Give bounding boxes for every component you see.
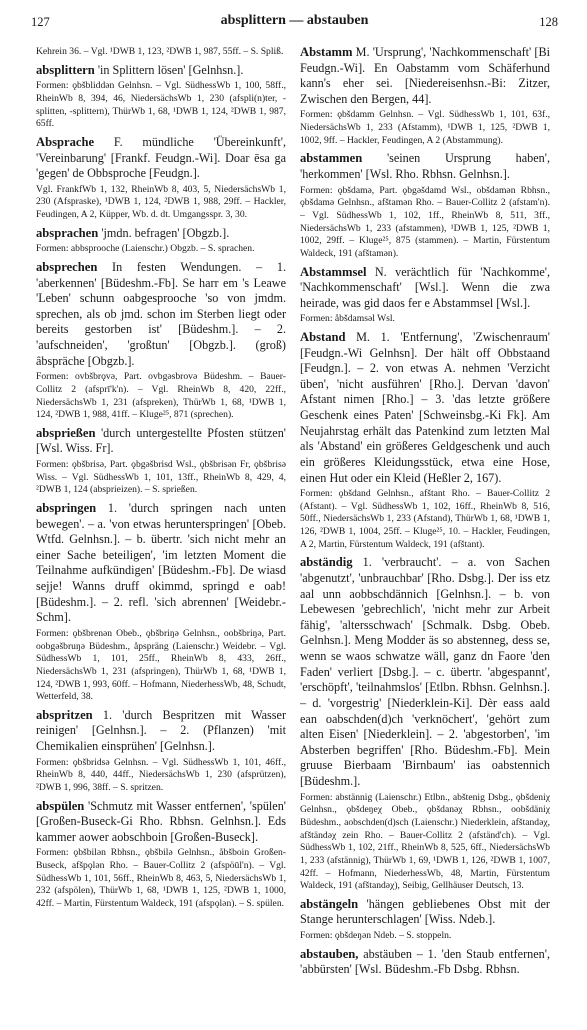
entry-definition [36,798,286,846]
entry-definition [36,62,286,79]
entry-sense-text: M. 1. 'Entfernung', 'Zwischenraum' [Feudgn.-Wi Gelnhsn]. Der hält off Obbstaand [Feudgn.]. – 2. von etwas A. nehmen 'Verzicht üben', 'nicht ausführen' [Rho.]. Dervan 'davon' Afstant nimen [Rho.] – 3. 'das letzte größere Geschenk eines Paten' [Schweinsbg.-Ki Fk]. Am Neujahrstag erhält das Patenkind zum letzten Mal als 'Abstand' ein größeres Geldgeschenk und auch ein größeres Kleidungsstück, etwa eine Hose, einen Hut oder ein Kleid (Heßler 2, 167). [300,330,550,485]
entry-headword: abständig [300,555,353,570]
entry-sense-text: 'jmdn. befragen' [Obgzb.]. [98,225,230,240]
entry-forms-references: Vgl. FrankfWb 1, 132, RheinWb 8, 403, 5, NiedersächsWb 1, 230 (Afspraske), ¹DWB 1, 124, ²DWB 1, 988, 29ff. – Hackler, Feudingen, A 2, Küpper, Wb. d. dt. Umgangsspr. 3, 30. [36,183,286,221]
entry-headword: abspringen [36,501,97,516]
left-column [36,44,286,1016]
entry-definition [36,500,286,626]
page-header [31,13,558,35]
entry-definition [300,329,550,486]
dictionary-entry [36,707,286,795]
dictionary-entry [36,225,286,256]
entry-definition [300,44,550,107]
dictionary-entry [300,896,550,943]
entry-sense-text: 1. 'durch springen nach unten bewegen'. – a. 'von etwas herunterspringen' [Obeb. Wtfd. Gelnhsn.]. – b. übertr. 'sich nicht mehr an einer Sache beteiligen', 'im letzten Moment die Teilnahme aufkündigen' [Büdeshm.-Fb]. De wiasd sejje! Wanns druff okimmd, springd e oab! [Büdeshm.]. – 2. refl. 'sich abrennen' [Weidebr.-Schm]. [36,501,286,625]
entry-forms-references: Formen: ǫbšbrenǝn Obeb., ǫbšbriŋǝ Gelnhsn., oobšbriŋǝ, Part. oobgǝšbruŋǝ Büdeshm., åpspräng (Laienschr.) Weidebr. – Vgl. SüdhessWb 1, 101, 25ff., RheinWb 8, 433, 26ff., NiedersächsWb 1, 231 (afspringen), ThürWb 1, 68, ¹DWB 1, 124, ²DWB 1, 993, 60ff. – Hofmann, NiederhessWb, 48, Schudt, Wetterfeld, 38. [36,627,286,703]
entry-definition [36,134,286,182]
right-column [300,44,550,1024]
entry-headword: abspritzen [36,707,93,722]
entry-forms-references: Formen: ǫbšdamm Gelnhsn. – Vgl. SüdhessWb 1, 101, 63f., NiedersächsWb 1, 233 (Afstamm), ¹DWB 1, 125, ²DWB 1, 1002, 9ff. – Hackler, Feudingen, A 2 (Abstammung). [300,109,550,146]
entry-definition [300,896,550,928]
entry-sense-text: N. verächtlich für 'Nachkomme', 'Nachkommenschaft' [Wsl.]. Wenn die zwa heirade, was gid daos fer e Abstammsel [Wsl.]. [300,264,550,310]
entry-headword: abstauben, [300,946,359,961]
dictionary-entry [300,329,550,551]
entry-sense-text: 'seinen Ursprung haben', 'herkommen' [Wsl. Rho. Rbhsn. Gelnhsn.]. [300,151,550,182]
entry-definition [300,554,550,789]
entry-forms-references: Formen: ǫbšdamǝ, Part. ǫbgǝšdamd Wsl., obšdamǝn Rbhsn., ǫbšdamǝ Gelnhsn., afštamǝn Rho. – Bauer-Collitz 2 (afstam'n). – Vgl. SüdhessWb 1, 102, 1ff., RheinWb 8, 511, 3ff., NiedersächsWb 1, 233 (afstammen), ¹DWB 1, 125, ²DWB 1, 1002, 29ff. – Kluge²⁵, 875 (stammen). – Martin, Fürstentum Waldeck, 191 (afštamǝn). [300,184,550,259]
entry-headword: Abstand [300,330,346,345]
entry-headword: absplittern [36,62,95,77]
entry-forms-references: Kehrein 36. – Vgl. ¹DWB 1, 123, ²DWB 1, 987, 55ff. – S. Spliß. [36,46,284,57]
dictionary-entry [300,946,550,978]
entry-sense-text: M. 'Ursprung', 'Nachkommenschaft' [Bi Feudgn.-Wi]. En Oabstamm vom Schäferhund kann's eher sei. [Niedereisenhsn.-Bi: Zitzer, Zwischen den Bergen, 44]. [300,45,550,106]
entry-definition [300,150,550,182]
entry-headword: Abstamm [300,45,353,59]
dictionary-entry [36,259,286,422]
dictionary-entry [300,264,550,326]
entry-definition [300,264,550,312]
dictionary-entry [36,500,286,704]
entry-forms-references: Formen: ǫbšbliddǝn Gelnhsn. – Vgl. SüdhessWb 1, 100, 58ff., RheinWb 8, 394, 46, NiedersächsWb 1, 230 (afspli(n)ter, -splitten, -splittern), ThürWb 1, 68, ¹DWB 1, 124, ²DWB 1, 987, 65ff. [36,80,286,130]
dictionary-entry [300,150,550,260]
dictionary-entry [300,44,550,147]
entry-sense-text: 'durch untergestellte Pfosten stützen' [Wsl. Wiss. Fr]. [36,425,286,456]
entry-forms-references: Formen: ǫbšbridsǝ Gelnhsn. – Vgl. SüdhessWb 1, 101, 46ff., RheinWb 8, 440, 44ff., NiedersächsWb 1, 230 (afsprützen), ²DWB 1, 996, 38ff. – S. spritzen. [36,756,286,793]
entry-sense-text: 1. 'verbraucht'. – a. von Sachen 'abgenutzt', 'unbrauchbar' [Rho. Dsbg.]. Der iss etz aal unn aobbschdännich [Gelnhsn.]. – b. von Lebewesen 'gebrechlich', 'nicht mehr zur Arbeit fähig', 'altersschwach' [Schmalk. Dsbg. Obeb. Gelnhsn.]. Meng Modder äs so abstenneg, dess se, wenn se waos schwatze wäll, ganz dn Faore 'den Faden' verliert [Dsbg.]. – c. übertr. 'abgespannt', 'erschöpft', 'teilnahmslos' [Etlbn. Rbhsn. Gelnhsn.]. – d. 'vorgestrig' [Niederklein-Ki]. Dèr eass aald ean oabschden(d)ch 'verknöchert', 'gehört zum alten Eisen' [Niederklein]. – 2. 'abgestorben', 'im Absterben begriffen' [Rho. Büdeshm.-Fb]. Mein gruuse Bierbaam 'Birnbaum' ias oabstennich [Büdeshm.]. [300,555,550,788]
entry-sense-text: 1. 'durch Bespritzen mit Wasser reinigen' [Gelnhsn.]. – 2. (Pflanzen) 'mit Chemikalien einsprühen' [Gelnhsn.]. [36,707,286,754]
page-number-left: 127 [31,15,50,29]
page-number-right: 128 [539,15,558,29]
entry-definition [300,946,550,978]
entry-sense-text: F. mündliche 'Übereinkunft', 'Vereinbarung' [Frankf. Feudgn.-Wi]. Doar ēsa ga 'gegen' de Obbsproche [Feudgn.]. [36,134,286,181]
entry-sense-text: In festen Wendungen. – 1. 'aberkennen' [Büdeshm.-Fb]. Se harr em 's Leawe 'Leben' schunn oabgesprooche 'so von jmdm. sprechen, als ob jmd. schon im Sterben liegt oder bereits gestorben ist' [Büdeshm.]. – 2. 'aufschneiden', 'großtun' [Obgzb.]. (groß) âbspräche [Obgzb.]. [36,259,286,368]
entry-headword: absprechen [36,259,98,274]
dictionary-entry [36,134,286,222]
entry-forms-references: Formen: ǫbšdand Gelnhsn., afštant Rho. – Bauer-Collitz 2 (Afstant). – Vgl. SüdhessWb 1, 102, 16ff., RheinWb 8, 516, 50ff., NiedersächsWb 1, 233 (Afstand), ThürWb 1, 68, ¹DWB 1, 126, ²DWB 1, 1004, 25ff. – Kluge²⁵, 10. – Hackler, Feudingen, A 2, Martin, Fürstentum Waldeck, 191 (afštant). [300,488,550,550]
entry-definition [36,225,286,242]
entry-sense-text: abstäuben – 1. 'den Staub entfernen', 'abbürsten' [Wsl. Büdeshm.-Fb Dsbg. Rbhsn. [300,946,550,977]
entry-headword: Abstammsel [300,264,367,279]
dictionary-entry [300,554,550,892]
running-head: absplittern — abstauben [220,13,369,28]
dictionary-entry [36,62,286,131]
entry-definition [36,707,286,755]
dictionary-entry [36,425,286,497]
entry-forms-references: Formen: åbšdamsǝl Wsl. [300,313,395,325]
entry-sense-text: 'Schmutz mit Wasser entfernen', 'spülen' [Großen-Buseck-Gi Rho. Rbhsn. Gelnhsn.]. Eds kammer aower aobschboin [Großen-Buseck]. [36,798,286,844]
dictionary-entry [36,46,286,59]
entry-sense-text: 'in Splittern lösen' [Gelnhsn.]. [94,62,244,77]
entry-definition [36,259,286,369]
entry-headword: abspülen [36,798,85,813]
entry-headword: abstängeln [300,896,359,911]
entry-forms-references: Formen: ǫbšdeŋǝn Ndeb. – S. stoppeln. [300,930,452,942]
entry-forms-references: Formen: abbsprooche (Laienschr.) Obgzb. – S. sprachen. [36,243,255,255]
entry-headword: abstammen [300,151,363,166]
entry-headword: Absprache [36,134,95,149]
entry-headword: absprießen [36,425,96,440]
entry-sense-text: 'hängen gebliebenes Obst mit der Stange herunterschlagen' [Wiss. Ndeb.]. [300,896,550,927]
entry-headword: absprachen [36,225,99,240]
entry-definition [36,425,286,457]
entry-forms-references: Formen: abstännig (Laienschr.) Etlbn., abštenig Dsbg., ǫbšdeniχ Gelnhsn., ǫbšdeŋeχ Obeb., ǫbšdanǝχ Rbhsn., oobšdäniχ Büdeshm., aobschden(d)sch (Laienschr.) Niederklein, afštandǝχ, afštändǝχ zein Rho. – Bauer-Collitz 2 (afständ'ch). – Vgl. SüdhessWb 1, 102, 21ff., RheinWb 8, 525, 6ff., NiedersächsWb 1, 233 (afstännig), ThürWb 1, 69, ¹DWB 1, 126, ²DWB 1, 1007, 42ff. – Hofmann, NiederhessWb, 48, Martin, Fürstentum Waldeck, 191 (afštandǝχ), Seibig, Gellhäuser Deutsch, 13. [300,791,550,892]
entry-forms-references: Formen: ǫbšbrisǝ, Part. ǫbgǝšbrisd Wsl., ǫbšbrisǝn Fr, ǫbšbrisǝ Wiss. – Vgl. SüdhessWb 1, 101, 13ff., RheinWb 8, 429, 4, ²DWB 1, 124 (absprieizen). – S. sprießen. [36,459,286,496]
dictionary-entry [36,798,286,911]
entry-forms-references: Formen: ǫbšbilǝn Rbhsn., ǫbšbilǝ Gelnhsn., åbšboin Großen-Buseck, afšpǫlǝn Rho. – Bauer-Collitz 2 (afspöūl'n). – Vgl. SüdhessWb 1, 101, 56ff., RheinWb 8, 463, 5, NiedersächsWb 1, 232 (afspölen), ThürWb 1, 68, ¹DWB 1, 125, ²DWB 1, 1000, 42ff. – Martin, Fürstentum Waldeck, 191 (afspǫlǝn). – S. spülen. [36,847,286,910]
entry-forms-references: Formen: ovbšbrǫvǝ, Part. ovbgǝsbrovǝ Büdeshm. – Bauer-Collitz 2 (afsprī'k'n). – Vgl. RheinWb 8, 420, 22ff., NiedersächsWb 1, 231 (afspreken), ThürWb 1, 68, ¹DWB 1, 124, ²DWB 1, 988, 41ff. – Kluge²⁵, 871 (sprechen). [36,371,286,421]
